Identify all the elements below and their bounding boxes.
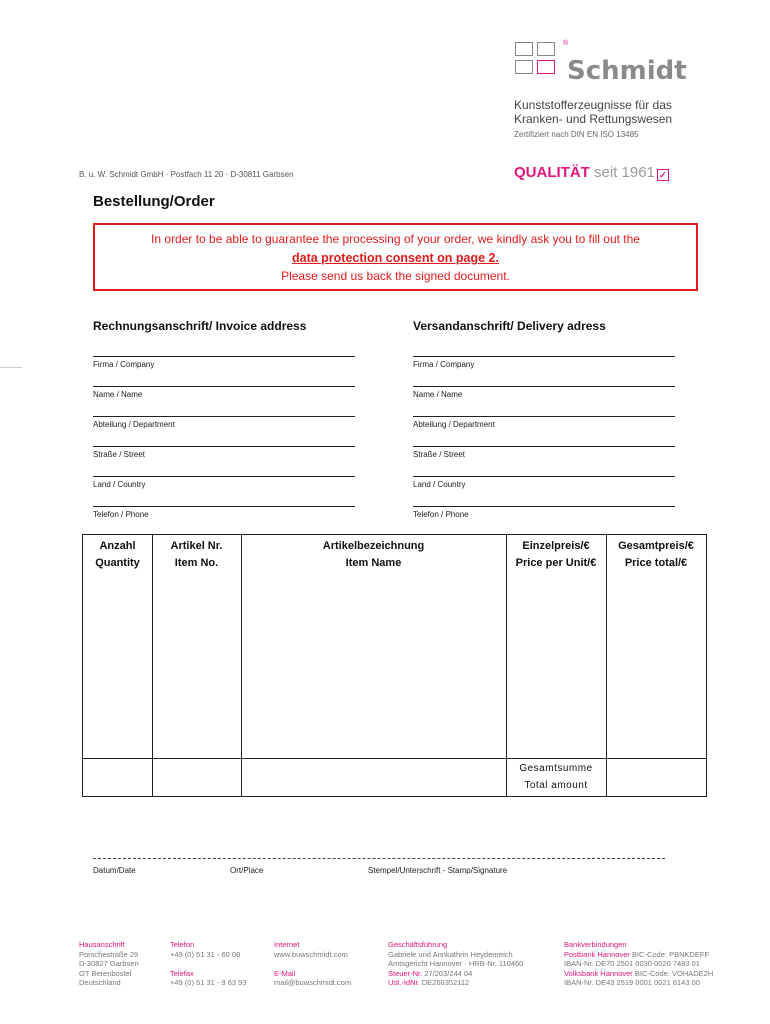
delivery-street-field[interactable] bbox=[413, 446, 675, 447]
invoice-name-field[interactable] bbox=[93, 386, 355, 387]
brand-name: Schmidt bbox=[567, 56, 687, 86]
invoice-street-field[interactable] bbox=[93, 446, 355, 447]
page-title: Bestellung/Order bbox=[93, 193, 215, 210]
footer-internet: Internet www.buwschmidt.com E-Mail mail@buwschmidt.com bbox=[274, 940, 352, 987]
website-link[interactable]: www.buwschmidt.com bbox=[274, 949, 348, 959]
footer-phone: Telefon +49 (0) 51 31 - 60 08 Telefax +49 (0) 51 31 - 9 63 93 bbox=[170, 940, 247, 987]
delivery-company-field[interactable] bbox=[413, 356, 675, 357]
delivery-name-field[interactable] bbox=[413, 386, 675, 387]
fold-mark bbox=[0, 367, 22, 368]
signature-line[interactable] bbox=[93, 858, 665, 859]
order-table bbox=[82, 534, 707, 797]
col-item-no-header: Artikel Nr. Item No. bbox=[170, 540, 223, 569]
quality-badge: QUALITÄT seit 1961 ✓ bbox=[514, 164, 669, 181]
check-icon: ✓ bbox=[657, 169, 669, 181]
total-amount-field[interactable] bbox=[607, 759, 706, 796]
invoice-heading: Rechnungsanschrift/ Invoice address bbox=[93, 319, 307, 333]
sender-line: B. u. W. Schmidt GmbH · Postfach 11 20 · D-30811 Garbsen bbox=[79, 170, 294, 179]
footer-bank: Bankverbindungen Postbank Hannover BIC-Code: PBNKDEFF IBAN-Nr. DE70 2501 0030 0020 7483 01 Volksbank Hannover BIC-Code: VOHADE2H IBAN-Nr. DE43 2519 0001 0021 6143 00 bbox=[564, 940, 714, 987]
invoice-company-field[interactable] bbox=[93, 356, 355, 357]
tagline: Kunststofferzeugnisse für das Kranken- und Rettungswesen bbox=[514, 98, 673, 126]
footer-management: Geschäftsführung Gabriele und Annkathrin Heydenreich Amtsgericht Hannover · HRB-Nr. 110460 Steuer-Nr. 27/203/244 04 Ust.-IdNr. DE260352112 bbox=[388, 940, 524, 987]
delivery-department-field[interactable] bbox=[413, 416, 675, 417]
delivery-phone-field[interactable] bbox=[413, 506, 675, 507]
consent-link[interactable]: data protection consent on page 2. bbox=[292, 251, 499, 265]
delivery-heading: Versandanschrift/ Delivery adress bbox=[413, 319, 606, 333]
col-total-price-header: Gesamtpreis/€ Price total/€ bbox=[618, 540, 694, 569]
email-link[interactable]: mail@buwschmidt.com bbox=[274, 978, 352, 987]
date-label: Datum/Date bbox=[93, 866, 136, 875]
invoice-country-field[interactable] bbox=[93, 476, 355, 477]
certification: Zertifiziert nach DIN EN ISO 13485 bbox=[514, 130, 639, 139]
footer-address: Hausanschrift Porschestraße 29 D-30827 Garbsen OT Berenbostel Deutschland bbox=[79, 940, 139, 987]
col-unit-price-header: Einzelpreis/€ Price per Unit/€ bbox=[515, 540, 597, 569]
place-label: Ort/Place bbox=[230, 866, 264, 875]
invoice-phone-field[interactable] bbox=[93, 506, 355, 507]
col-quantity-header: Anzahl Quantity bbox=[95, 540, 140, 569]
delivery-country-field[interactable] bbox=[413, 476, 675, 477]
col-item-name-header: Artikelbezeichnung Item Name bbox=[322, 540, 425, 569]
stamp-label: Stempel/Unterschrift - Stamp/Signature bbox=[368, 866, 508, 875]
company-logo: ® Schmidt bbox=[515, 42, 730, 87]
invoice-department-field[interactable] bbox=[93, 416, 355, 417]
privacy-notice: In order to be able to guarantee the processing of your order, we kindly ask you to fill out the data protection consent on page 2. Please send us back the signed document. bbox=[93, 223, 698, 291]
total-amount-label: Gesamtsumme Total amount bbox=[519, 763, 593, 791]
